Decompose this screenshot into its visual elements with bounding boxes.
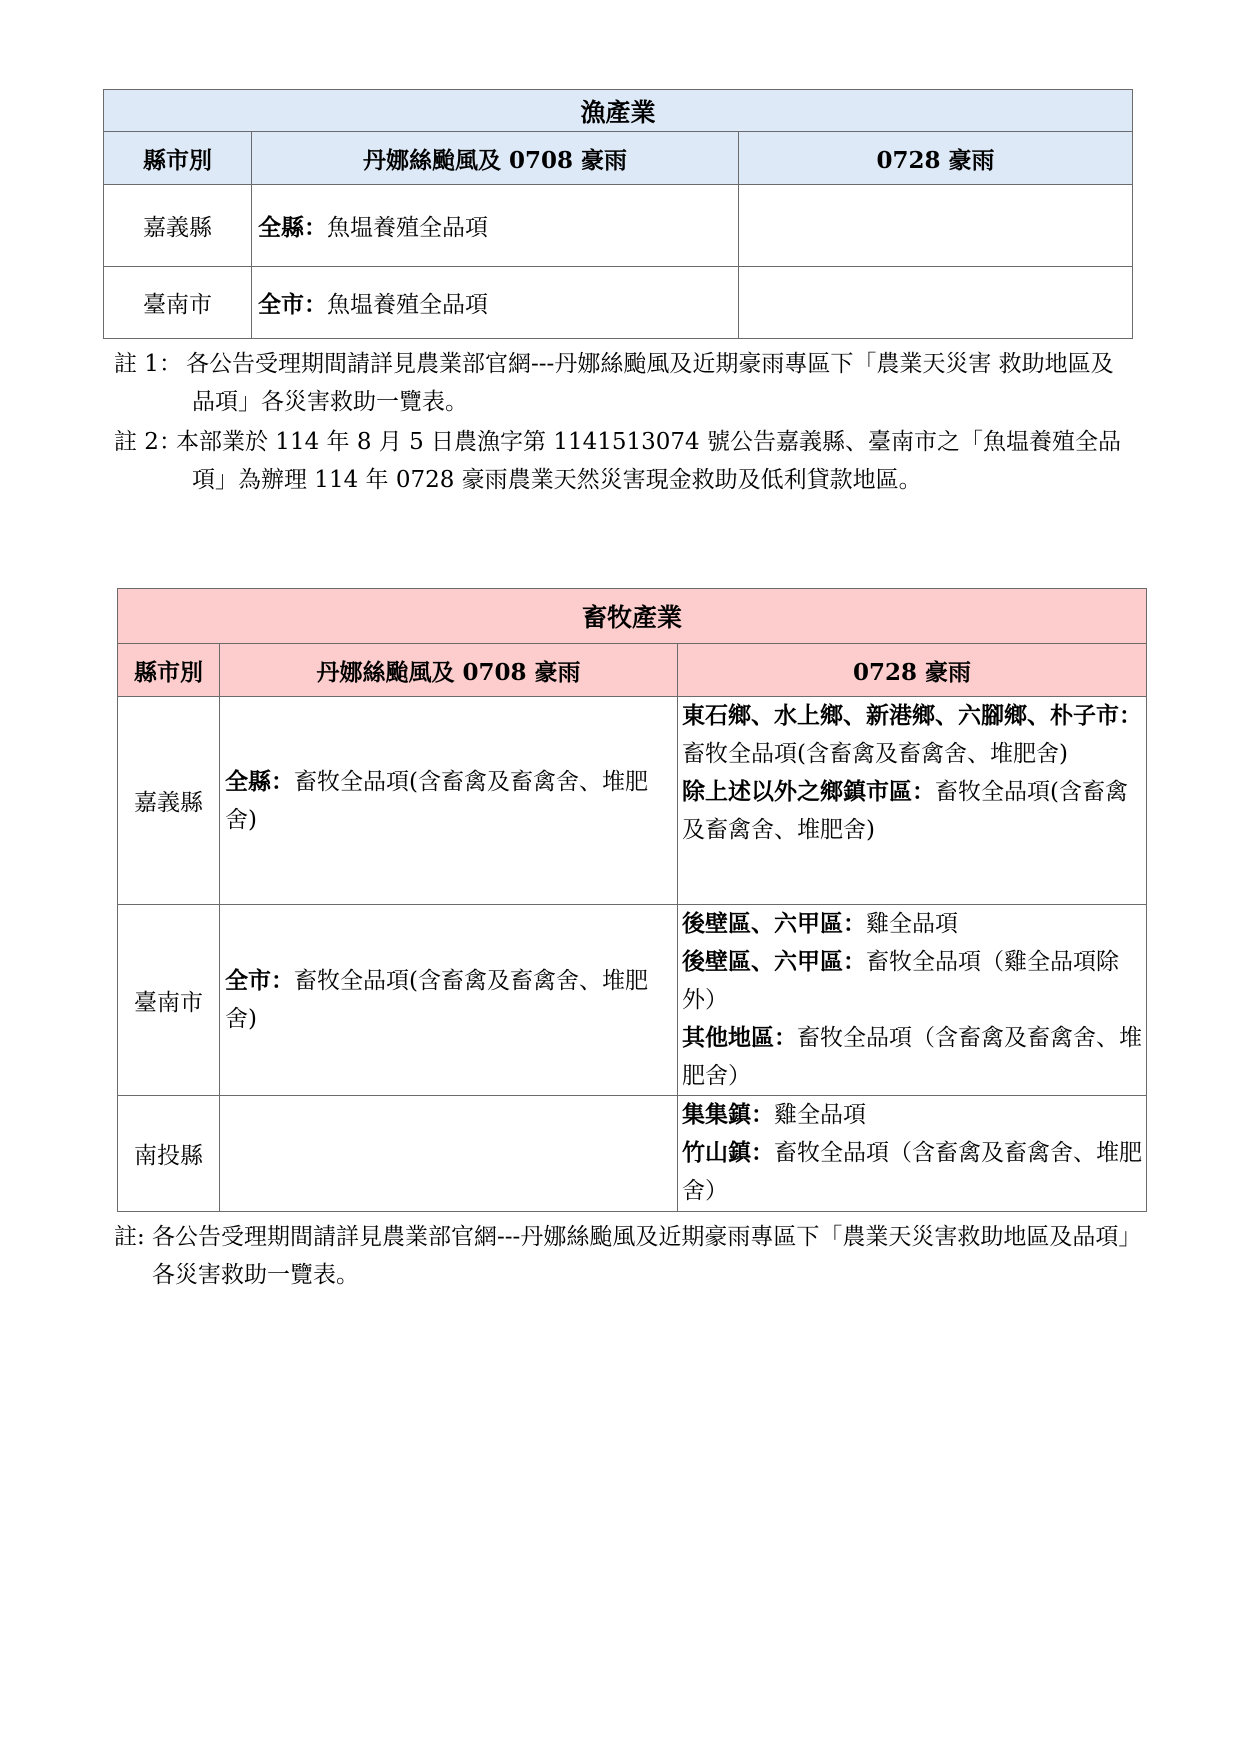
livestock-title: 畜牧產業 [118,589,1147,644]
county-cell: 臺南市 [104,267,252,339]
table-row [118,1096,1147,1212]
item-text: 畜牧全品項(含畜禽及畜禽舍、堆肥舍) [225,768,648,833]
area-entry [682,1134,1144,1210]
note-label: 註 2： [114,429,182,455]
fishery-table [103,89,1133,339]
fishery-note-1 [114,345,1134,421]
event1-cell [220,905,678,1096]
event1-cell [220,697,678,905]
area-entry [682,697,1144,773]
event1-cell [252,267,739,339]
table-row [118,905,1147,1096]
event2-cell [678,1096,1147,1212]
county-cell: 臺南市 [118,905,220,1096]
item-text: 畜牧全品項（含畜禽及畜禽舍、堆肥舍） [682,1140,1142,1204]
livestock-note [114,1218,1134,1294]
item-text: 雞全品項 [866,911,958,937]
area-label: 全市： [258,291,327,318]
area-entry [682,943,1144,1019]
area-label: 後壁區、六甲區： [682,948,866,975]
livestock-header-event1: 丹娜絲颱風及 0708 豪雨 [220,644,678,697]
table-row [104,185,1133,267]
area-label: 後壁區、六甲區： [682,910,866,937]
event1-cell [252,185,739,267]
area-label: 全市： [225,967,294,994]
note-text: 各公告受理期間請詳見農業部官網---丹娜絲颱風及近期豪雨專區下「農業天災害救助地區及品項」各災害救助一覽表。 [152,1224,1130,1288]
table-row [118,697,1147,905]
note-label: 註 1： [114,351,182,377]
item-text: 魚塭養殖全品項 [327,292,488,318]
item-text: 魚塭養殖全品項 [327,215,488,241]
area-label: 除上述以外之鄉鎮市區： [682,778,935,805]
area-entry [682,1019,1144,1095]
area-label: 全縣： [225,767,294,795]
item-text: 畜牧全品項（含畜禽及畜禽舍、堆肥舍） [682,1025,1142,1089]
event2-cell [739,267,1133,339]
item-text: 畜牧全品項(含畜禽及畜禽舍、堆肥舍) [682,779,1128,843]
item-text: 畜牧全品項(含畜禽及畜禽舍、堆肥舍) [225,968,648,1032]
event2-cell [739,185,1133,267]
county-cell: 南投縣 [118,1096,220,1212]
livestock-table [117,588,1147,1212]
area-label: 集集鎮： [682,1101,774,1128]
item-text: 畜牧全品項（雞全品項除外） [682,949,1119,1013]
fishery-title: 漁產業 [104,90,1133,132]
item-text: 畜牧全品項(含畜禽及畜禽舍、堆肥舍) [682,741,1068,767]
county-cell: 嘉義縣 [118,697,220,905]
livestock-header-event2: 0728 豪雨 [678,644,1147,697]
note-text: 各公告受理期間請詳見農業部官網---丹娜絲颱風及近期豪雨專區下「農業天災害 救助地區及品項」各災害救助一覽表。 [186,351,1114,415]
event1-cell [220,1096,678,1212]
note-text: 本部業於 114 年 8 月 5 日農漁字第 1141513074 號公告嘉義縣、臺南市之「魚塭養殖全品項」為辦理 114 年 0728 豪雨農業天然災害現金救助及低利貸款地區。 [176,429,1121,493]
area-label: 竹山鎮： [682,1139,774,1166]
area-label: 東石鄉、水上鄉、新港鄉、六腳鄉、朴子市： [682,702,1142,729]
event2-cell [678,697,1147,905]
fishery-header-event1: 丹娜絲颱風及 0708 豪雨 [252,132,739,185]
area-entry [682,773,1144,849]
fishery-header-county: 縣市別 [104,132,252,185]
table-row [104,267,1133,339]
area-entry [682,905,1144,943]
fishery-note-2 [114,423,1134,499]
event2-cell [678,905,1147,1096]
item-text: 雞全品項 [774,1102,866,1128]
county-cell: 嘉義縣 [104,185,252,267]
area-label: 全縣： [258,214,327,241]
note-label: 註: [114,1224,145,1250]
livestock-header-county: 縣市別 [118,644,220,697]
fishery-header-event2: 0728 豪雨 [739,132,1133,185]
area-label: 其他地區： [682,1024,797,1051]
area-entry [682,1096,1144,1134]
